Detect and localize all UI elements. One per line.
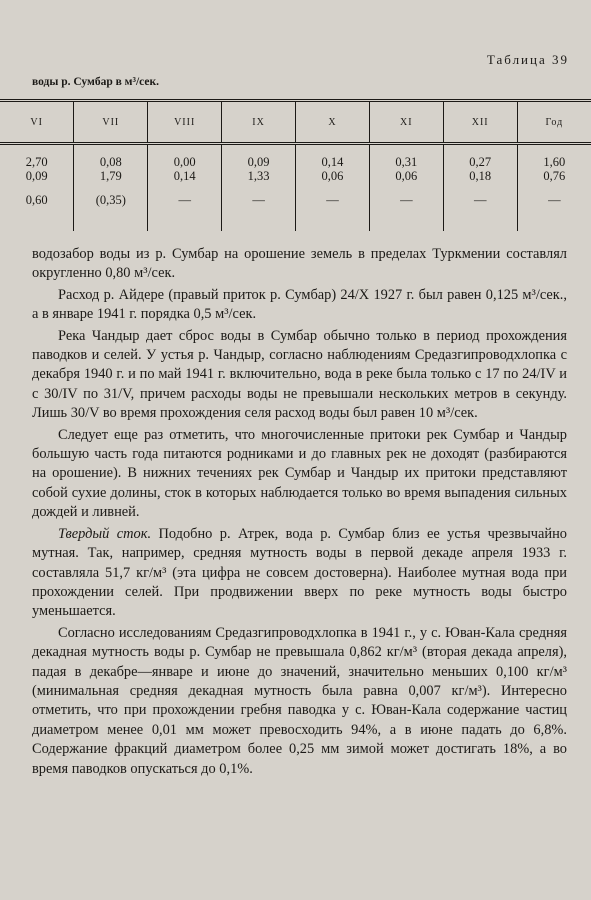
table-cell: 0,60 — [25, 193, 48, 207]
col-header: X — [296, 101, 370, 144]
table-cell: — — [222, 189, 296, 231]
table-cell: 0,09 1,33 — [222, 144, 296, 190]
col-header: IX — [222, 101, 296, 144]
paragraph: Согласно исследованиям Средазгипроводхлопка в 1941 г., у с. Юван-Кала средняя декадная мутность воды р. Сумбар не превышала 0,862 кг/м³ (вторая декада апреля), падая в декабре—январе и июне до значений, значительно меньших 0,100 кг/м³ (минимальная средняя декадная мутность была равна 0,007 кг/м³). Интересно отметить, что при прохождении гребня паводка у с. Юван-Кала содержание частиц диаметром менее 0,01 мм может превосходить 94%, а в июне падать до 6,8%. Содержание фракций диаметром более 0,25 мм зимой может достигать 18%, а во время паводков опускаться до 0,1%. — [32, 624, 567, 777]
table-cell: 0,31 0,06 — [369, 144, 443, 190]
paragraph: Расход р. Айдере (правый приток р. Сумбар) 24/X 1927 г. был равен 0,125 м³/сек., а в январе 1941 г. порядка 0,5 м³/сек. — [32, 286, 567, 323]
table-cell: (0,35) — [74, 189, 148, 231]
table-row — [0, 144, 591, 190]
table-caption: воды р. Сумбар в м³/сек. — [32, 76, 159, 88]
col-header: VII — [74, 101, 148, 144]
table-cell: — — [148, 189, 222, 231]
table-cell: 0,08 1,79 — [74, 144, 148, 190]
table-header-row — [0, 101, 591, 144]
table-cell: — — [369, 189, 443, 231]
col-header: Год — [517, 101, 591, 144]
table-cell: 0,00 0,14 — [148, 144, 222, 190]
table-cell: — — [517, 189, 591, 231]
paragraph-text: Подобно р. Атрек, вода р. Сумбар близ ее устья чрезвычайно мутная. Так, например, средняя мутность воды в первой декаде апреля 1933 г. составляла 51,7 кг/м³ (эта цифра не совсем достоверна). Наиболее мутная вода при прохождении селей. При продвижении вверх по реке мутность воды быстро уменьшается. — [32, 525, 567, 620]
paragraph: Следует еще раз отметить, что многочисленные притоки рек Сумбар и Чандыр большую часть года питаются родниками и до главных рек не доходят (разбираются на орошение). В нижних течениях рек Сумбар и Чандыр их притоки представляют собой сухие долины, сток в которых наблюдается только во время выпадения сильных дождей и ливней. — [32, 426, 567, 521]
paragraph: Река Чандыр дает сброс воды в Сумбар обычно только в период прохождения паводков и селей. У устья р. Чандыр, согласно наблюдениям Средазгипроводхлопка с декабря 1940 г. и по май 1941 г. включительно, вода в реке была только с 17 по 24/IV и с 30/IV по 31/V, причем расходы воды не превышали нескольких метров в секунду. Лишь 30/V во время прохождения селя расход воды был равен 10 м³/сек. — [32, 327, 567, 422]
body-text — [32, 245, 567, 781]
section-heading-italic: Твердый сток. — [58, 525, 152, 542]
col-header: VIII — [148, 101, 222, 144]
col-header: XII — [443, 101, 517, 144]
paragraph: водозабор воды из р. Сумбар на орошение земель в пределах Туркмении составлял округленно 0,80 м³/сек. — [32, 246, 567, 282]
paragraph — [32, 525, 567, 622]
discharge-table — [0, 99, 591, 231]
col-header: VI — [0, 101, 74, 144]
table-cell: 1,60 0,76 — [517, 144, 591, 190]
table-cell: 2,70 0,09 — [25, 155, 48, 183]
col-header: XI — [369, 101, 443, 144]
table-cell: 0,27 0,18 — [443, 144, 517, 190]
table-cell: 0,14 0,06 — [296, 144, 370, 190]
table-label: Таблица 39 — [486, 52, 569, 67]
table-cell: — — [296, 189, 370, 231]
table-row — [0, 189, 591, 231]
table-cell: — — [443, 189, 517, 231]
